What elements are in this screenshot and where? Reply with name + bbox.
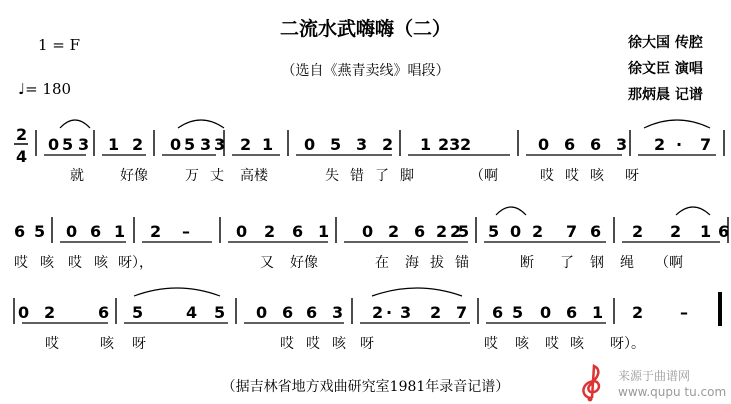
note-1-10: 1 xyxy=(318,222,330,241)
quarter-note-icon: ♩ xyxy=(18,80,26,98)
lyric-0-2: 万 xyxy=(185,168,199,184)
tempo-value: = 180 xyxy=(25,80,72,98)
note-0-18: 0 xyxy=(538,135,550,154)
note-1-20: 7 xyxy=(566,222,578,241)
lyric-0-6: 错 xyxy=(350,168,364,184)
note-2-13: 2 xyxy=(430,303,442,322)
lyric-1-0: 哎 xyxy=(14,255,28,271)
lyric-1-8: 海 xyxy=(405,255,419,271)
lyric-2-3: 哎 xyxy=(280,336,294,352)
credit-transcriber: 那炳晨 记谱 xyxy=(628,87,703,103)
lyric-1-7: 在 xyxy=(375,255,389,271)
slur-0-2 xyxy=(644,120,710,128)
note-1-2: 0 xyxy=(66,222,78,241)
lyric-0-9: （啊 xyxy=(470,168,498,184)
note-0-17: 2 xyxy=(460,135,472,154)
score-row-1 xyxy=(36,120,724,184)
lyric-2-0: 哎 xyxy=(45,336,59,352)
slur-0-1 xyxy=(178,120,224,128)
note-1-11: 0 xyxy=(362,222,374,241)
note-0-3: 1 xyxy=(108,135,120,154)
lyric-2-11: 呀）。 xyxy=(610,336,645,352)
credit-composer: 徐大国 传腔 xyxy=(628,35,703,51)
note-0-4: 2 xyxy=(132,135,144,154)
watermark-text xyxy=(618,368,726,400)
note-0-14: 2 xyxy=(382,135,394,154)
note-2-0: 0 xyxy=(18,303,30,322)
lyric-1-3: 咳 xyxy=(94,255,108,271)
note-1-22: 2 xyxy=(632,222,644,241)
score-row-3 xyxy=(14,288,722,352)
lyric-2-5: 咳 xyxy=(332,336,346,352)
note-0-12: 5 xyxy=(330,135,342,154)
note-1-5: 2 xyxy=(150,222,162,241)
lyric-2-2: 呀 xyxy=(132,336,146,352)
note-0-22: 2 xyxy=(654,135,666,154)
lyric-0-1: 好像 xyxy=(120,168,148,184)
note-1-8: 2 xyxy=(264,222,276,241)
note-1-12: 2 xyxy=(388,222,400,241)
slur-2-1 xyxy=(372,288,462,296)
lyric-0-11: 哎 xyxy=(565,168,579,184)
slur-1-1 xyxy=(676,207,710,215)
lyric-2-10: 咳 xyxy=(570,336,584,352)
lyric-2-8: 咳 xyxy=(515,336,529,352)
lyric-1-4: 呀）， xyxy=(118,255,153,271)
time-signature-top: 2 xyxy=(16,125,28,144)
note-1-25: 6 xyxy=(718,222,730,241)
note-0-2: 3 xyxy=(78,135,90,154)
lyric-1-10: 锚 xyxy=(455,255,469,271)
note-2-16: 5 xyxy=(512,303,524,322)
note-1-0: 6 xyxy=(14,222,26,241)
lyric-0-4: 高楼 xyxy=(240,168,268,184)
lyric-0-3: 丈 xyxy=(210,168,224,184)
note-0-11: 0 xyxy=(304,135,316,154)
lyric-1-6: 好像 xyxy=(290,255,318,271)
note-2-8: 6 xyxy=(306,303,318,322)
note-1-24: 1 xyxy=(700,222,712,241)
note-1-16: 5 xyxy=(458,222,470,241)
note-0-21: 3 xyxy=(616,135,628,154)
note-1-6: – xyxy=(182,222,190,241)
note-1-4: 1 xyxy=(114,222,126,241)
note-1-9: 6 xyxy=(292,222,304,241)
note-1-7: 0 xyxy=(236,222,248,241)
lyric-2-7: 哎 xyxy=(484,336,498,352)
note-0-15: 1 xyxy=(420,135,432,154)
note-1-13: 6 xyxy=(414,222,426,241)
lyric-1-2: 哎 xyxy=(68,255,82,271)
lyric-0-13: 呀 xyxy=(625,168,639,184)
note-2-14: 7 xyxy=(456,303,468,322)
slur-2-0 xyxy=(134,288,220,296)
lyric-0-12: 咳 xyxy=(590,168,604,184)
note-2-4: 4 xyxy=(186,303,198,322)
watermark-line-1: 来源于曲谱网 xyxy=(618,369,691,383)
note-1-3: 6 xyxy=(90,222,102,241)
note-2-18: 6 xyxy=(566,303,578,322)
treble-clef-watermark-icon xyxy=(572,362,612,402)
lyric-0-8: 脚 xyxy=(400,168,414,184)
lyric-1-9: 拔 xyxy=(430,255,444,271)
note-2-20: 2 xyxy=(632,303,644,322)
lyric-1-11: 断 xyxy=(520,255,534,271)
note-1-15: 2 xyxy=(450,222,462,241)
lyric-0-5: 失 xyxy=(325,168,339,184)
note-2-17: 0 xyxy=(540,303,552,322)
key-signature: 1 = F xyxy=(38,36,81,54)
note-0-10: 1 xyxy=(262,135,274,154)
lyric-2-6: 呀 xyxy=(360,336,374,352)
note-0-23: · xyxy=(676,135,683,154)
note-1-17: 5 xyxy=(488,222,500,241)
note-0-0: 0 xyxy=(48,135,60,154)
note-0-8: 3 xyxy=(214,135,226,154)
note-0-16: 23 xyxy=(438,135,461,154)
note-0-1: 5 xyxy=(62,135,74,154)
final-barline xyxy=(718,292,722,326)
note-2-3: 5 xyxy=(132,303,144,322)
note-0-7: 3 xyxy=(200,135,212,154)
lyric-0-7: 了 xyxy=(375,168,389,184)
note-0-20: 6 xyxy=(590,135,602,154)
lyric-0-10: 哎 xyxy=(540,168,554,184)
lyric-1-5: 又 xyxy=(260,255,274,271)
time-signature-bottom: 4 xyxy=(16,147,28,166)
lyric-1-13: 钢 xyxy=(590,255,604,271)
credit-performer: 徐文臣 演唱 xyxy=(628,61,703,77)
lyric-1-1: 咳 xyxy=(40,255,54,271)
score-subtitle: （选自《燕青卖线》唱段） xyxy=(281,63,450,79)
note-2-5: 5 xyxy=(214,303,226,322)
lyric-1-14: 绳 xyxy=(620,255,634,271)
note-2-19: 1 xyxy=(592,303,604,322)
lyric-1-12: 了 xyxy=(560,255,574,271)
note-2-21: – xyxy=(680,303,688,322)
note-2-2: 6 xyxy=(98,303,110,322)
note-2-11: · xyxy=(386,303,393,322)
note-0-24: 7 xyxy=(700,135,712,154)
note-2-9: 3 xyxy=(332,303,344,322)
note-0-9: 2 xyxy=(240,135,252,154)
score-row-2 xyxy=(14,207,729,271)
lyric-0-0: 就 xyxy=(70,168,84,184)
slur-0-0 xyxy=(60,120,90,128)
note-2-10: 2 xyxy=(372,303,384,322)
note-1-14: 2 xyxy=(436,222,448,241)
score-title: 二流水武嗨嗨（二） xyxy=(279,18,451,40)
note-0-19: 6 xyxy=(564,135,576,154)
note-2-6: 0 xyxy=(256,303,268,322)
lyric-2-1: 咳 xyxy=(100,336,114,352)
note-2-12: 3 xyxy=(400,303,412,322)
note-2-7: 6 xyxy=(282,303,294,322)
note-1-18: 0 xyxy=(510,222,522,241)
note-1-1: 5 xyxy=(34,222,46,241)
note-1-23: 2 xyxy=(670,222,682,241)
lyric-2-4: 哎 xyxy=(306,336,320,352)
slur-1-0 xyxy=(496,207,526,215)
note-1-19: 2 xyxy=(532,222,544,241)
lyric-1-15: （啊 xyxy=(655,255,683,271)
note-2-15: 6 xyxy=(492,303,504,322)
note-0-5: 0 xyxy=(170,135,182,154)
source-note: （据吉林省地方戏曲研究室1981年录音记谱） xyxy=(221,379,510,395)
note-0-6: 5 xyxy=(184,135,196,154)
lyric-2-9: 哎 xyxy=(545,336,559,352)
note-1-21: 6 xyxy=(590,222,602,241)
note-0-13: 3 xyxy=(356,135,368,154)
watermark-line-2: www.qupu tu.com xyxy=(618,385,727,399)
note-2-1: 2 xyxy=(44,303,56,322)
